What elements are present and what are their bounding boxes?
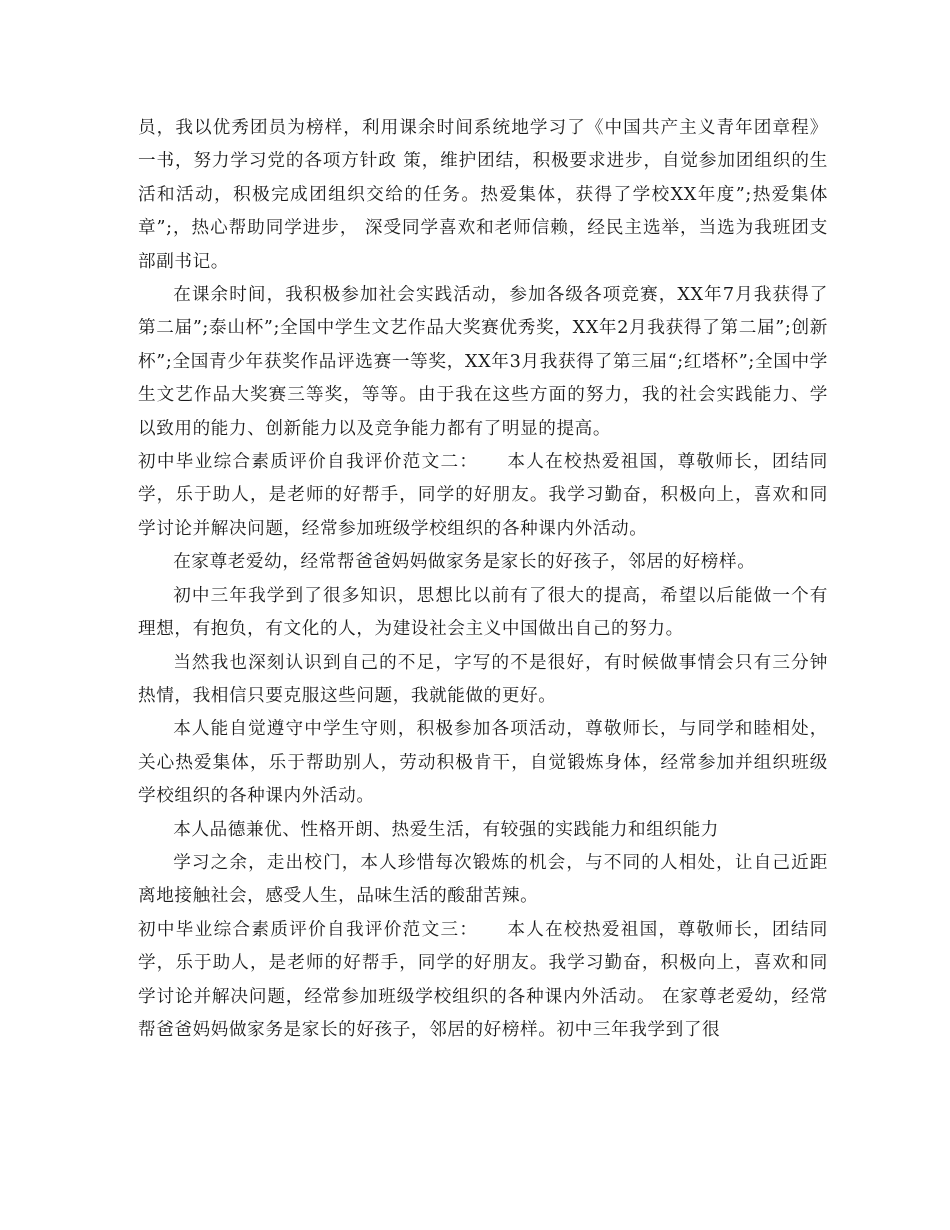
paragraph-4: 在家尊老爱幼，经常帮爸爸妈妈做家务是家长的好孩子，邻居的好榜样。 <box>173 552 756 573</box>
paragraph-1: 员，我以优秀团员为榜样，利用课余时间系统地学习了《中国共产主义青年团章程》一书，努力学习党的各项方针政 策，维护团结，积极要求进步，自觉参加团组织的生活和活动，积极完成团组织交给的任务。热爱集体，获得了学校XX年度”;热爱集体章”;，热心帮助同学进步， 深受同学喜欢和老师信赖，经民主选举，当选为我班团支部副书记。 <box>138 118 828 272</box>
paragraph-3: 初中毕业综合素质评价自我评价范文二： 本人在校热爱祖国，尊敬师长，团结同学，乐于助人，是老师的好帮手，同学的好朋友。我学习勤奋，积极向上，喜欢和同学讨论并解决问题，经常参加班级学校组织的各种课内外活动。 <box>138 452 828 539</box>
paragraph-5: 初中三年我学到了很多知识，思想比以前有了很大的提高，希望以后能做一个有理想，有抱负，有文化的人，为建设社会主义中国做出自己的努力。 <box>138 585 828 640</box>
paragraph-6: 当然我也深刻认识到自己的不足，字写的不是很好，有时候做事情会只有三分钟热情，我相信只要克服这些问题，我就能做的更好。 <box>138 652 828 706</box>
paragraph-2: 在课余时间，我积极参加社会实践活动，参加各级各项竞赛，XX年7月我获得了第二届”;泰山杯”;全国中学生文艺作品大奖赛优秀奖，XX年2月我获得了第二届”;创新杯”;全国青少年获奖作品评选赛一等奖，XX年3月我获得了第三届“;红塔杯”;全国中学生文艺作品大奖赛三等奖，等等。由于我在这些方面的努力，我的社会实践能力、学以致用的能力、创新能力以及竞争能力都有了明显的提高。 <box>138 285 828 439</box>
paragraph-7: 本人能自觉遵守中学生守则，积极参加各项活动，尊敬师长，与同学和睦相处，关心热爱集体，乐于帮助别人，劳动积极肯干，自觉锻炼身体，经常参加并组织班级学校组织的各种课内外活动。 <box>138 719 828 807</box>
paragraph-9: 学习之余，走出校门，本人珍惜每次锻炼的机会，与不同的人相处，让自己近距离地接触社会，感受人生，品味生活的酸甜苦辣。 <box>138 852 828 907</box>
document-body <box>138 112 828 1047</box>
paragraph-8: 本人品德兼优、性格开朗、热爱生活，有较强的实践能力和组织能力 <box>173 819 720 840</box>
paragraph-10: 初中毕业综合素质评价自我评价范文三： 本人在校热爱祖国，尊敬师长，团结同学，乐于助人，是老师的好帮手，同学的好朋友。我学习勤奋，积极向上，喜欢和同学讨论并解决问题，经常参加班级学校组织的各种课内外活动。 在家尊老爱幼，经常帮爸爸妈妈做家务是家长的好孩子，邻居的好榜样。初中三年我学到了很 <box>138 919 828 1040</box>
